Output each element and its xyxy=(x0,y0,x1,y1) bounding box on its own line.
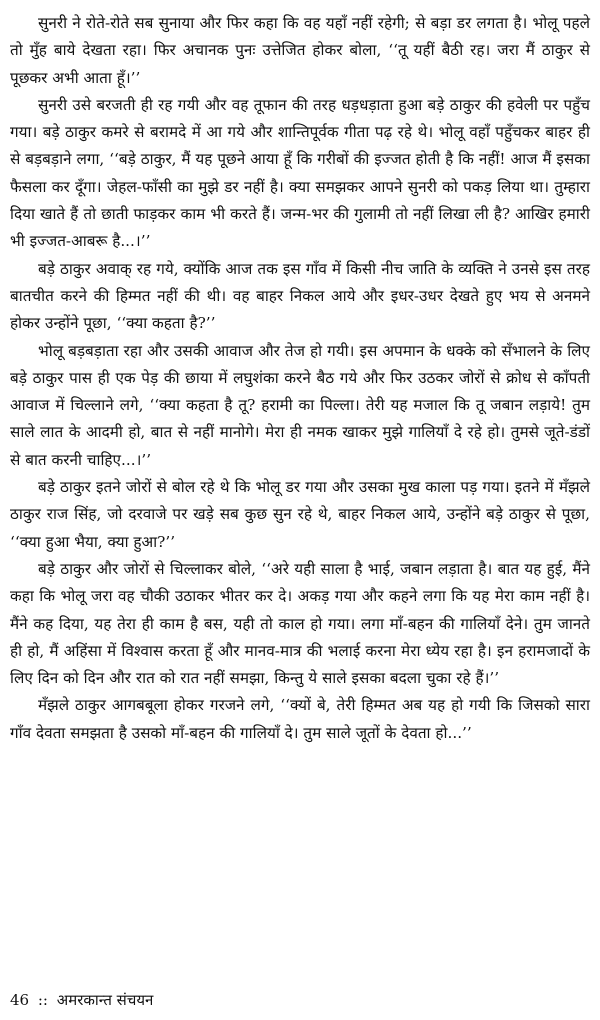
paragraph: भोलू बड़बड़ाता रहा और उसकी आवाज और तेज हो गयी। इस अपमान के धक्के को सँभालने के लिए बड़े ठाकुर पास ही एक पेड़ की छाया में लघुशंका करने बैठ गये और फिर उठकर जोरों से क्रोध से काँपती आवाज में चिल्लाने लगे, ‘‘क्या कहता है तू? हरामी का पिल्ला। तेरी यह मजाल कि तू जबान लड़ाये! तुम साले लात के आदमी हो, बात से नहीं मानोगे। मेरा ही नमक खाकर मुझे गालियाँ दे रहे हो। तुमसे जूते-डंडों से बात करनी चाहिए...।’’ xyxy=(10,341,590,469)
footer-separator: :: xyxy=(37,991,48,1009)
paragraph: बड़े ठाकुर अवाक् रह गये, क्योंकि आज तक इस गाँव में किसी नीच जाति के व्यक्ति ने उनसे इस तरह बातचीत करने की हिम्मत नहीं की थी। वह बाहर निकल आये और इधर-उधर देखते हुए भय से अनमने होकर उन्होंने पूछा, ‘‘क्या कहता है?’’ xyxy=(10,259,590,333)
page-number: 46 xyxy=(10,991,30,1009)
body-text xyxy=(10,10,590,747)
paragraph: सुनरी ने रोते-रोते सब सुनाया और फिर कहा कि वह यहाँ नहीं रहेगी; से बड़ा डर लगता है। भोलू पहले तो मुँह बाये देखता रहा। फिर अचानक पुनः उत्तेजित होकर बोला, ‘‘तू यहीं बैठी रह। जरा मैं ठाकुर से पूछकर अभी आता हूँ।’’ xyxy=(10,14,590,87)
paragraph: बड़े ठाकुर इतने जोरों से बोल रहे थे कि भोलू डर गया और उसका मुख काला पड़ गया। इतने में मँझले ठाकुर राज सिंह, जो दरवाजे पर खड़े सब कुछ सुन रहे थे, बाहर निकल आये, उन्होंने बड़े ठाकुर से पूछा, ‘‘क्या हुआ भैया, क्या हुआ?’’ xyxy=(10,478,590,551)
paragraph: मँझले ठाकुर आगबबूला होकर गरजने लगे, ‘‘क्यों बे, तेरी हिम्मत अब यह हो गयी कि जिसको सारा गाँव देवता समझता है उसको माँ-बहन की गालियाँ दे। तुम साले जूतों के देवता हो...’’ xyxy=(10,696,590,742)
paragraph: सुनरी उसे बरजती ही रह गयी और वह तूफान की तरह धड़धड़ाता हुआ बड़े ठाकुर की हवेली पर पहुँच गया। बड़े ठाकुर कमरे से बरामदे में आ गये और शान्तिपूर्वक गीता पढ़ रहे थे। भोलू वहाँ पहुँचकर बाहर ही से बड़बड़ाने लगा, ‘‘बड़े ठाकुर, मैं यह पूछने आया हूँ कि गरीबों की इज्जत होती है कि नहीं! आज मैं इसका फैसला कर दूँगा। जेहल-फाँसी का मुझे डर नहीं है। क्या समझकर आपने सुनरी को पकड़ लिया था। तुम्हारा दिया खाते हैं तो छाती फाड़कर काम भी करते हैं। जन्म-भर की गुलामी तो नहीं लिखा ली है? आखिर हमारी भी इज्जत-आबरू है...।’’ xyxy=(10,95,590,251)
paragraph: बड़े ठाकुर और जोरों से चिल्लाकर बोले, ‘‘अरे यही साला है भाई, जबान लड़ाता है। बात यह हुई, मैंने कहा कि भोलू जरा वह चौकी उठाकर भीतर कर दे। अकड़ गया और कहने लगा कि यह मेरा काम नहीं है। मैंने कह दिया, यह तेरा ही काम है बस, यही तो काल हो गया। लगा माँ-बहन की गालियाँ देने। तुम जानते ही हो, मैं अहिंसा में विश्वास करता हूँ और मानव-मात्र की भलाई करना मेरा ध्येय रहा है। इन हरामजादों के लिए दिन को दिन और रात को रात नहीं समझा, किन्तु ये साले इसका बदला चुका रहे हैं।’’ xyxy=(10,559,590,688)
book-title: अमरकान्त संचयन xyxy=(56,991,154,1009)
page-footer xyxy=(10,990,157,1010)
